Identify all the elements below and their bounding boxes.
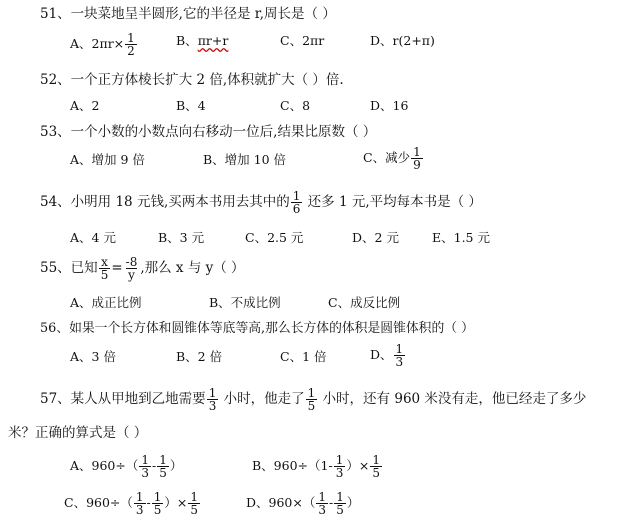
numerator: 1 bbox=[127, 31, 135, 45]
numerator: 1 bbox=[336, 490, 344, 504]
q55-text-post: ,那么 x 与 y（ ） bbox=[140, 260, 245, 276]
fraction bbox=[152, 491, 164, 516]
numerator: 1 bbox=[292, 189, 301, 203]
question-57-line2: 米？正确的算式是（ ） bbox=[8, 425, 148, 441]
q55-equals: = bbox=[111, 260, 123, 276]
minus: - bbox=[152, 458, 157, 473]
q56-option-c: C、1 倍 bbox=[280, 349, 327, 364]
q51-b-expression: πr+r bbox=[197, 33, 229, 48]
q56-option-d bbox=[370, 343, 406, 368]
denominator: 5 bbox=[336, 503, 344, 517]
q51-a-text: A、2πr× bbox=[70, 36, 125, 51]
numerator: 1 bbox=[208, 386, 217, 400]
q52-option-c: C、8 bbox=[280, 98, 311, 113]
q57-b-mid: ）× bbox=[346, 458, 370, 473]
denominator: 9 bbox=[413, 158, 421, 172]
q55-option-a: A、成正比例 bbox=[70, 295, 142, 310]
q55-fraction-8y bbox=[124, 256, 140, 281]
numerator: 1 bbox=[335, 453, 344, 467]
numerator: 1 bbox=[159, 453, 167, 467]
question-55 bbox=[40, 256, 245, 281]
denominator: 3 bbox=[141, 466, 150, 480]
fraction bbox=[334, 491, 346, 516]
q54-text-pre: 54、小明用 18 元钱,买两本书用去其中的 bbox=[40, 194, 290, 210]
question-51: 51、一块菜地呈半圆形,它的半径是 r,周长是（ ） bbox=[40, 6, 336, 22]
q57-a-post: ） bbox=[169, 458, 183, 473]
minus: - bbox=[329, 495, 334, 510]
denominator: 2 bbox=[127, 44, 135, 58]
q54-option-a: A、4 元 bbox=[70, 230, 116, 245]
q57-option-a bbox=[70, 454, 182, 479]
question-57 bbox=[40, 387, 586, 412]
denominator: 5 bbox=[100, 268, 109, 282]
q52-option-b: B、4 bbox=[176, 98, 206, 113]
denominator: 5 bbox=[372, 466, 380, 480]
question-53: 53、一个小数的小数点向右移动一位后,结果比原数（ ） bbox=[40, 124, 377, 140]
q57-b-pre: B、960÷（1- bbox=[252, 458, 333, 473]
denominator: 3 bbox=[395, 355, 404, 369]
denominator: 5 bbox=[159, 466, 167, 480]
fraction bbox=[316, 491, 328, 516]
fraction bbox=[139, 454, 151, 479]
fraction bbox=[157, 454, 169, 479]
fraction bbox=[188, 491, 200, 516]
q51-option-a bbox=[70, 32, 138, 57]
q53-option-a: A、增加 9 倍 bbox=[70, 152, 145, 167]
fraction bbox=[134, 491, 146, 516]
q57-d-pre: D、960×（ bbox=[246, 495, 316, 510]
question-56: 56、如果一个长方体和圆锥体等底等高,那么长方体的体积是圆锥体积的（ ） bbox=[40, 321, 474, 336]
q57-d-post: ） bbox=[346, 495, 360, 510]
denominator: 5 bbox=[153, 503, 162, 517]
numerator: 1 bbox=[307, 386, 316, 400]
denominator: 3 bbox=[135, 503, 144, 517]
q54-option-e: E、1.5 元 bbox=[432, 230, 490, 245]
q56-option-b: B、2 倍 bbox=[176, 349, 223, 364]
q52-option-d: D、16 bbox=[370, 98, 409, 113]
q55-text-pre: 55、已知 bbox=[40, 260, 98, 276]
q57-text-post: 小时，还有 960 米没有走，他已经走了多少 bbox=[322, 391, 587, 407]
denominator: 3 bbox=[318, 503, 326, 517]
q56-d-text: D、 bbox=[370, 347, 393, 362]
fraction bbox=[334, 454, 346, 479]
q55-option-c: C、成反比例 bbox=[328, 295, 401, 310]
q51-option-c: C、2πr bbox=[280, 33, 325, 48]
question-54 bbox=[40, 190, 482, 215]
q53-option-c bbox=[363, 146, 424, 171]
q57-option-b bbox=[252, 454, 383, 479]
numerator: 1 bbox=[153, 490, 162, 504]
q57-c-mid: ）× bbox=[164, 495, 188, 510]
numerator: 1 bbox=[135, 490, 144, 504]
numerator: x bbox=[101, 255, 108, 269]
q53-c-fraction bbox=[411, 146, 423, 171]
denominator: y bbox=[128, 268, 135, 282]
fraction bbox=[370, 454, 382, 479]
numerator: -8 bbox=[125, 255, 138, 269]
q54-option-b: B、3 元 bbox=[158, 230, 205, 245]
q53-c-text: C、减少 bbox=[363, 150, 411, 165]
q57-fraction-1 bbox=[207, 387, 219, 412]
numerator: 1 bbox=[318, 490, 326, 504]
q54-fraction bbox=[291, 190, 303, 215]
denominator: 6 bbox=[292, 202, 301, 216]
q56-option-a: A、3 倍 bbox=[70, 349, 116, 364]
q56-d-fraction bbox=[394, 343, 406, 368]
numerator: 1 bbox=[141, 453, 150, 467]
q57-option-d bbox=[246, 491, 359, 516]
numerator: 1 bbox=[395, 342, 404, 356]
q57-fraction-2 bbox=[306, 387, 318, 412]
q57-option-c bbox=[64, 491, 201, 516]
q52-option-a: A、2 bbox=[70, 98, 100, 113]
numerator: 1 bbox=[372, 453, 380, 467]
q53-option-b: B、增加 10 倍 bbox=[203, 152, 287, 167]
denominator: 3 bbox=[208, 399, 217, 413]
denominator: 3 bbox=[335, 466, 344, 480]
q57-text-mid: 小时，他走了 bbox=[223, 391, 305, 407]
q55-option-b: B、不成比例 bbox=[209, 295, 281, 310]
q57-text-pre: 57、某人从甲地到乙地需要 bbox=[40, 391, 206, 407]
q57-a-pre: A、960÷（ bbox=[70, 458, 139, 473]
numerator: 1 bbox=[190, 490, 199, 504]
question-52: 52、一个正方体棱长扩大 2 倍,体积就扩大（ ）倍. bbox=[40, 72, 344, 88]
denominator: 5 bbox=[190, 503, 199, 517]
q51-option-b: B、πr+r bbox=[176, 33, 229, 48]
q51-a-fraction bbox=[125, 32, 137, 57]
q54-option-d: D、2 元 bbox=[352, 230, 399, 245]
q57-c-pre: C、960÷（ bbox=[64, 495, 133, 510]
q51-option-d: D、r(2+π) bbox=[370, 33, 435, 48]
q55-fraction-x5 bbox=[99, 256, 111, 281]
q54-text-post: 还多 1 元,平均每本书是（ ） bbox=[307, 194, 482, 210]
minus: - bbox=[146, 495, 151, 510]
q54-option-c: C、2.5 元 bbox=[245, 230, 304, 245]
numerator: 1 bbox=[413, 145, 421, 159]
denominator: 5 bbox=[307, 399, 316, 413]
